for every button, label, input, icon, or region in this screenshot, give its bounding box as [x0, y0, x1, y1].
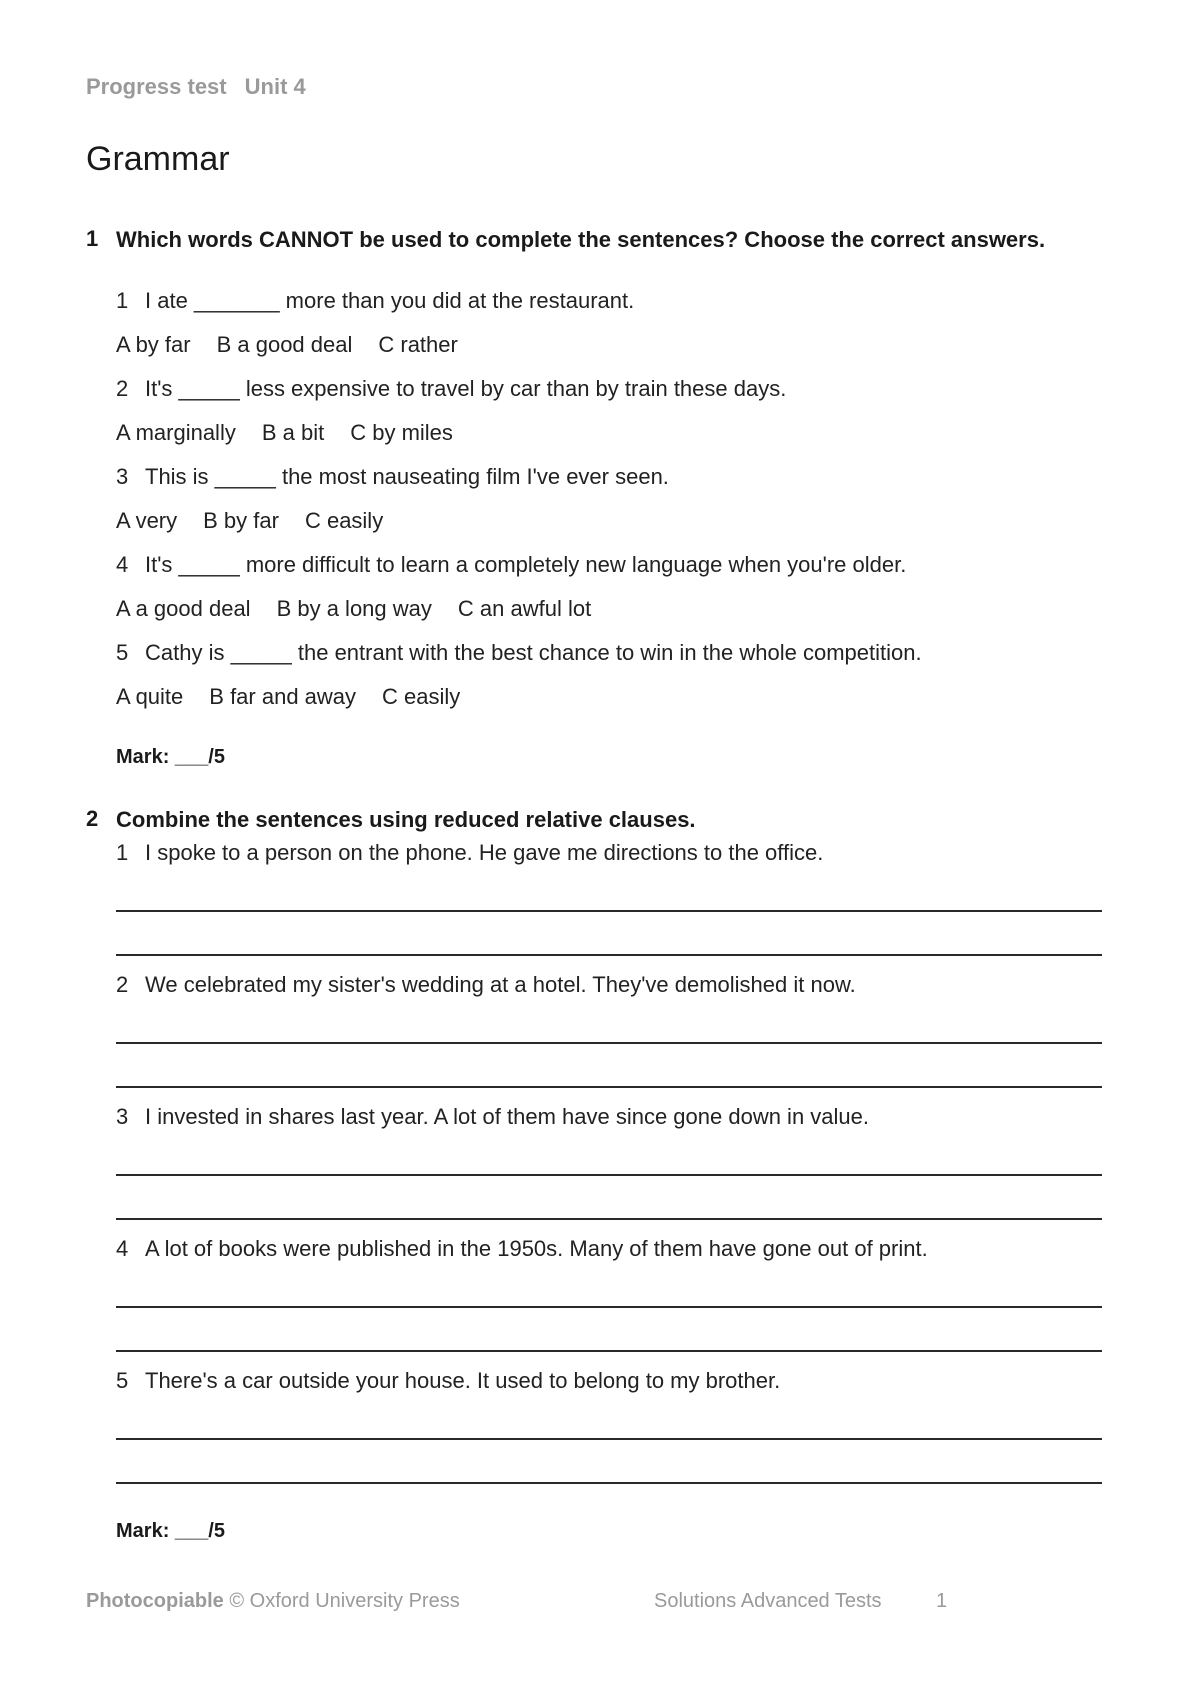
q1-item-4-text: It's _____ more difficult to learn a completely new language when you're older. — [145, 552, 907, 577]
q1-item-2-text: It's _____ less expensive to travel by car than by train these days. — [145, 376, 787, 401]
q1-item-4-number: 4 — [116, 552, 129, 577]
q1-item-4-options — [116, 596, 617, 622]
section-title: Grammar — [86, 140, 230, 178]
q1-item-3-text: This is _____ the most nauseating film I've ever seen. — [145, 464, 669, 489]
q2-item-5 — [116, 1368, 780, 1394]
answer-line[interactable] — [116, 1218, 1102, 1220]
option-a[interactable]: A quite — [116, 684, 184, 709]
q2-item-2-number: 2 — [116, 972, 129, 997]
page-header — [86, 74, 306, 100]
q2-item-4 — [116, 1236, 928, 1262]
answer-line[interactable] — [116, 1042, 1102, 1044]
q1-item-1 — [116, 288, 634, 314]
answer-line[interactable] — [116, 1482, 1102, 1484]
q1-item-5-number: 5 — [116, 640, 129, 665]
option-b[interactable]: B a bit — [261, 420, 325, 445]
footer-page-number: 1 — [936, 1590, 948, 1612]
q2-item-4-text: A lot of books were published in the 1950s. Many of them have gone out of print. — [145, 1236, 928, 1261]
q1-item-1-text: I ate _______ more than you did at the restaurant. — [145, 288, 635, 313]
q2-item-1-number: 1 — [116, 840, 129, 865]
q1-item-5-text: Cathy is _____ the entrant with the best chance to win in the whole competition. — [145, 640, 922, 665]
option-b[interactable]: B a good deal — [216, 332, 353, 357]
q1-item-1-options — [116, 332, 484, 358]
option-b[interactable]: B far and away — [209, 684, 357, 709]
q2-item-2 — [116, 972, 856, 998]
q2-item-1-text: I spoke to a person on the phone. He gave me directions to the office. — [145, 840, 824, 865]
footer-photocopiable: Photocopiable — [86, 1590, 224, 1612]
answer-line[interactable] — [116, 1306, 1102, 1308]
q1-item-5 — [116, 640, 922, 666]
q2-item-1 — [116, 840, 823, 866]
q2-item-5-number: 5 — [116, 1368, 129, 1393]
footer-book-title: Solutions Advanced Tests — [654, 1590, 882, 1612]
q2-item-3-text: I invested in shares last year. A lot of them have since gone down in value. — [145, 1104, 869, 1129]
question-1-instruction: Which words CANNOT be used to complete the sentences? Choose the correct answers. — [116, 227, 1046, 252]
q1-mark: Mark: ___/5 — [116, 746, 225, 768]
option-c[interactable]: C by miles — [350, 420, 453, 445]
option-a[interactable]: A very — [116, 508, 178, 533]
question-1-number: 1 — [86, 226, 99, 251]
header-title: Progress test — [86, 74, 227, 99]
q2-mark: Mark: ___/5 — [116, 1520, 225, 1542]
option-a[interactable]: A a good deal — [116, 596, 251, 621]
answer-line[interactable] — [116, 1086, 1102, 1088]
q1-item-1-number: 1 — [116, 288, 129, 313]
q2-item-2-text: We celebrated my sister's wedding at a hotel. They've demolished it now. — [145, 972, 856, 997]
header-unit: Unit 4 — [244, 74, 306, 99]
option-b[interactable]: B by far — [203, 508, 279, 533]
q1-item-3-options — [116, 508, 409, 534]
option-b[interactable]: B by a long way — [276, 596, 432, 621]
q1-item-2-options — [116, 420, 479, 446]
q2-item-4-number: 4 — [116, 1236, 129, 1261]
footer-copyright — [86, 1590, 460, 1613]
q1-item-2-number: 2 — [116, 376, 129, 401]
answer-line[interactable] — [116, 1350, 1102, 1352]
answer-line[interactable] — [116, 954, 1102, 956]
answer-line[interactable] — [116, 1438, 1102, 1440]
answer-line[interactable] — [116, 910, 1102, 912]
option-a[interactable]: A by far — [116, 332, 191, 357]
q2-item-3-number: 3 — [116, 1104, 129, 1129]
q2-item-3 — [116, 1104, 869, 1130]
option-c[interactable]: C easily — [382, 684, 461, 709]
question-2-instruction: Combine the sentences using reduced relative clauses. — [116, 807, 696, 832]
q1-item-4 — [116, 552, 906, 578]
q1-item-5-options — [116, 684, 486, 710]
q1-item-2 — [116, 376, 786, 402]
option-c[interactable]: C easily — [304, 508, 384, 533]
option-c[interactable]: C rather — [378, 332, 458, 357]
option-c[interactable]: C an awful lot — [457, 596, 592, 621]
question-2-number: 2 — [86, 806, 99, 831]
q1-item-3 — [116, 464, 669, 490]
q1-item-3-number: 3 — [116, 464, 129, 489]
option-a[interactable]: A marginally — [116, 420, 236, 445]
q2-item-5-text: There's a car outside your house. It used to belong to my brother. — [145, 1368, 781, 1393]
answer-line[interactable] — [116, 1174, 1102, 1176]
footer-publisher: © Oxford University Press — [229, 1590, 460, 1612]
